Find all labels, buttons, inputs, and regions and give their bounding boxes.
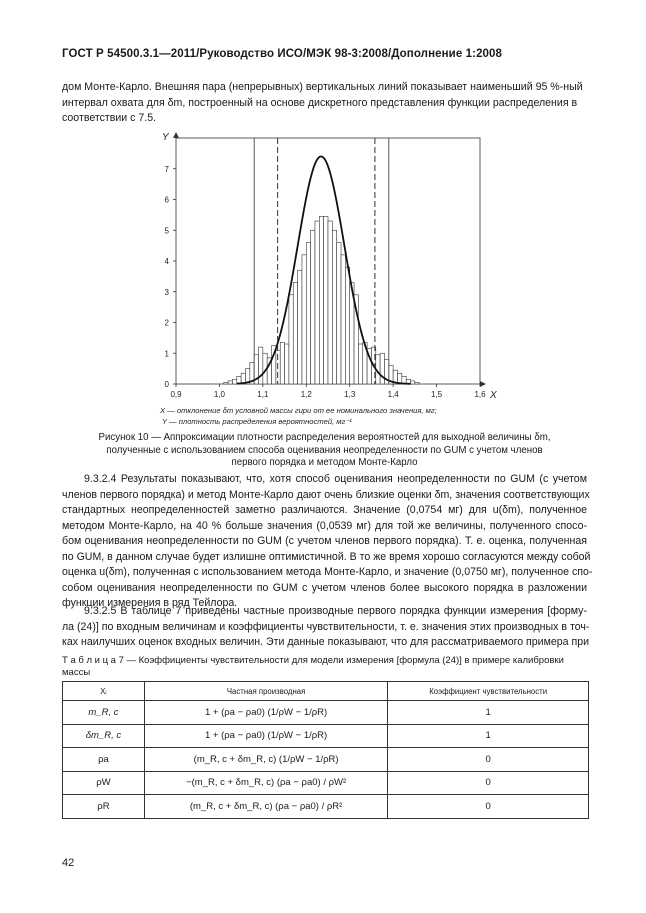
x-tick-label: 1,5 (431, 390, 443, 399)
table-row (63, 701, 589, 725)
cell-derivative: −(m_R, c + δm_R, c) (ρa − ρa0) / ρW² (144, 771, 387, 795)
para-line: методом Монте-Карло, на 40 % больше значения (0,0539 мг) для той же величины, полученного спосо- (62, 519, 587, 532)
histogram-bar (306, 243, 310, 384)
y-tick-label: 0 (164, 380, 169, 389)
histogram-bar (319, 216, 323, 384)
para-line: стандартных неопределенностей заметно различаются. Значение (0,0754 мг) для u(δm), полученное (62, 504, 587, 516)
table-row (63, 795, 589, 819)
para-line: 9.3.2.4 Результаты показывают, что, хотя способ оценивания неопределенности по GUM (с учетом (84, 473, 587, 485)
para-line: 9.3.2.5 В таблице 7 приведены частные производные первого порядка функции измерения [форму- (84, 605, 587, 617)
figure-caption (62, 432, 587, 470)
para-line: членов первого порядка) и метод Монте-Карло дают очень близкие оценки δm, значения соответствующих (62, 488, 590, 501)
cell-coefficient: 0 (388, 795, 589, 819)
histogram-bar (380, 353, 384, 384)
x-tick-label: 1,4 (387, 390, 399, 399)
paragraph-9-3-2-4 (62, 472, 593, 612)
cell-x: ρR (63, 795, 145, 819)
caption-line: первого порядка и методом Монте-Карло (231, 457, 418, 468)
histogram-bar (259, 347, 263, 384)
histogram-bar (280, 342, 284, 384)
histogram-bar (341, 255, 345, 384)
cell-coefficient: 1 (388, 701, 589, 725)
y-axis-arrow (173, 132, 179, 138)
header-xi: Xᵢ (63, 682, 145, 701)
para-line: по GUM, в данном случае будет излишне оптимистичной. В то же время хорошо согласуются между собой (62, 550, 591, 563)
histogram-bar (415, 382, 419, 384)
intro-line: соответствии с 7.5. (62, 112, 157, 124)
para-line: функции измерения в ряд Тейлора. (62, 597, 238, 609)
para-line: ках наилучших оценок входных величин. Эти данные показывают, что для рассматриваемого примера при (62, 636, 590, 648)
legend-y: Y — плотность распределения вероятностей, мг⁻¹ (162, 417, 352, 426)
x-axis-arrow (480, 381, 486, 387)
histogram-bar (289, 295, 293, 384)
table-caption-line: Т а б л и ц а 7 — Коэффициенты чувствительности для модели измерения [формула (24)] в примере калибровки (62, 655, 564, 666)
histogram-bar (358, 344, 362, 384)
caption-line: Рисунок 10 — Аппроксимации плотности распределения вероятностей для выходной величины δm, (98, 432, 551, 443)
chart-legend (160, 405, 437, 427)
caption-line: полученные с использованием способа оценивания неопределенности по GUM с учетом членов (106, 444, 543, 456)
x-tick-label: 1,6 (474, 390, 486, 399)
cell-coefficient: 1 (388, 724, 589, 748)
paragraph-9-3-2-5 (62, 604, 590, 651)
cell-derivative: (m_R, c + δm_R, c) (1/ρW − 1/ρR) (144, 748, 387, 772)
y-tick-label: 3 (164, 287, 169, 297)
histogram-bar (337, 243, 341, 384)
histogram-bar (315, 221, 319, 384)
histogram-bar (293, 283, 297, 384)
table-row (63, 724, 589, 748)
histogram-bar (332, 230, 336, 384)
table-caption-line: массы (62, 667, 91, 678)
histogram-bar (302, 255, 306, 384)
x-tick-label: 1,2 (300, 390, 312, 399)
x-tick-label: 1,0 (213, 390, 225, 399)
y-tick-label: 1 (164, 349, 169, 359)
intro-line: дом Монте-Карло. Внешняя пара (непрерывных) вертикальных линий показывает наименьший 95 %-ный (62, 81, 583, 93)
histogram-bar (285, 344, 289, 384)
x-tick-label: 1,3 (344, 390, 356, 399)
cell-x: δm_R, c (63, 724, 145, 748)
x-tick-label: 1,1 (257, 390, 269, 399)
histogram-bar (232, 379, 236, 384)
para-line: бом оценивания неопределенности по GUM (с учетом членов первого порядка). Т. е. оценка, полученная (62, 535, 587, 547)
intro-paragraph (62, 80, 587, 127)
intro-line: интервал охвата для δm, построенный на основе дискретного представления функции распределения в (62, 96, 578, 109)
cell-coefficient: 0 (388, 748, 589, 772)
y-tick-label: 6 (164, 195, 169, 205)
header-coefficient: Коэффициент чувствительности (388, 682, 589, 701)
cell-x: ρa (63, 748, 145, 772)
probability-density-chart (140, 124, 500, 404)
cell-derivative: 1 + (ρa − ρa0) (1/ρW − 1/ρR) (144, 701, 387, 725)
para-line: собом оценивания неопределенности по GUM с учетом членов более высокого порядка в разложении (62, 581, 587, 594)
table-header-row (63, 682, 589, 701)
y-tick-label: 5 (164, 226, 169, 236)
cell-x: ρW (63, 771, 145, 795)
page-number: 42 (62, 857, 75, 869)
header-derivative: Частная производная (144, 682, 387, 701)
histogram-bar (224, 382, 228, 384)
y-tick-label: 7 (164, 164, 169, 174)
para-line: ла (24)] по входным величинам и коэффициенты чувствительности, т. е. значения этих производных в точ- (62, 620, 590, 633)
y-axis-label: Y (162, 132, 169, 143)
cell-derivative: 1 + (ρa − ρa0) (1/ρW − 1/ρR) (144, 724, 387, 748)
cell-coefficient: 0 (388, 771, 589, 795)
histogram-bar (228, 381, 232, 384)
cell-derivative: (m_R, c + δm_R, c) (ρa − ρa0) / ρR² (144, 795, 387, 819)
histogram-bar (298, 270, 302, 384)
table-row (63, 771, 589, 795)
histogram-bar (345, 267, 349, 384)
histogram-bar (324, 216, 328, 384)
y-tick-label: 4 (164, 257, 169, 266)
x-tick-label: 0,9 (170, 390, 182, 399)
para-line: оценка u(δm), полученная с использованием метода Монте-Карло, и значение (0,0750 мг), полученное спо- (62, 566, 593, 578)
table-caption (62, 655, 587, 679)
histogram-bar (311, 230, 315, 384)
cell-x: m_R, c (63, 701, 145, 725)
page-header: ГОСТ Р 54500.3.1—2011/Руководство ИСО/МЭК 98-3:2008/Дополнение 1:2008 (62, 48, 503, 60)
x-axis-label: X (490, 390, 497, 401)
legend-x: X — отклонение δm условной массы гири от ее номинального значения, мг; (160, 406, 437, 415)
table-row (63, 748, 589, 772)
histogram-bar (328, 221, 332, 384)
sensitivity-table (62, 681, 589, 819)
y-tick-label: 2 (164, 318, 169, 328)
histogram-bar (411, 381, 415, 384)
